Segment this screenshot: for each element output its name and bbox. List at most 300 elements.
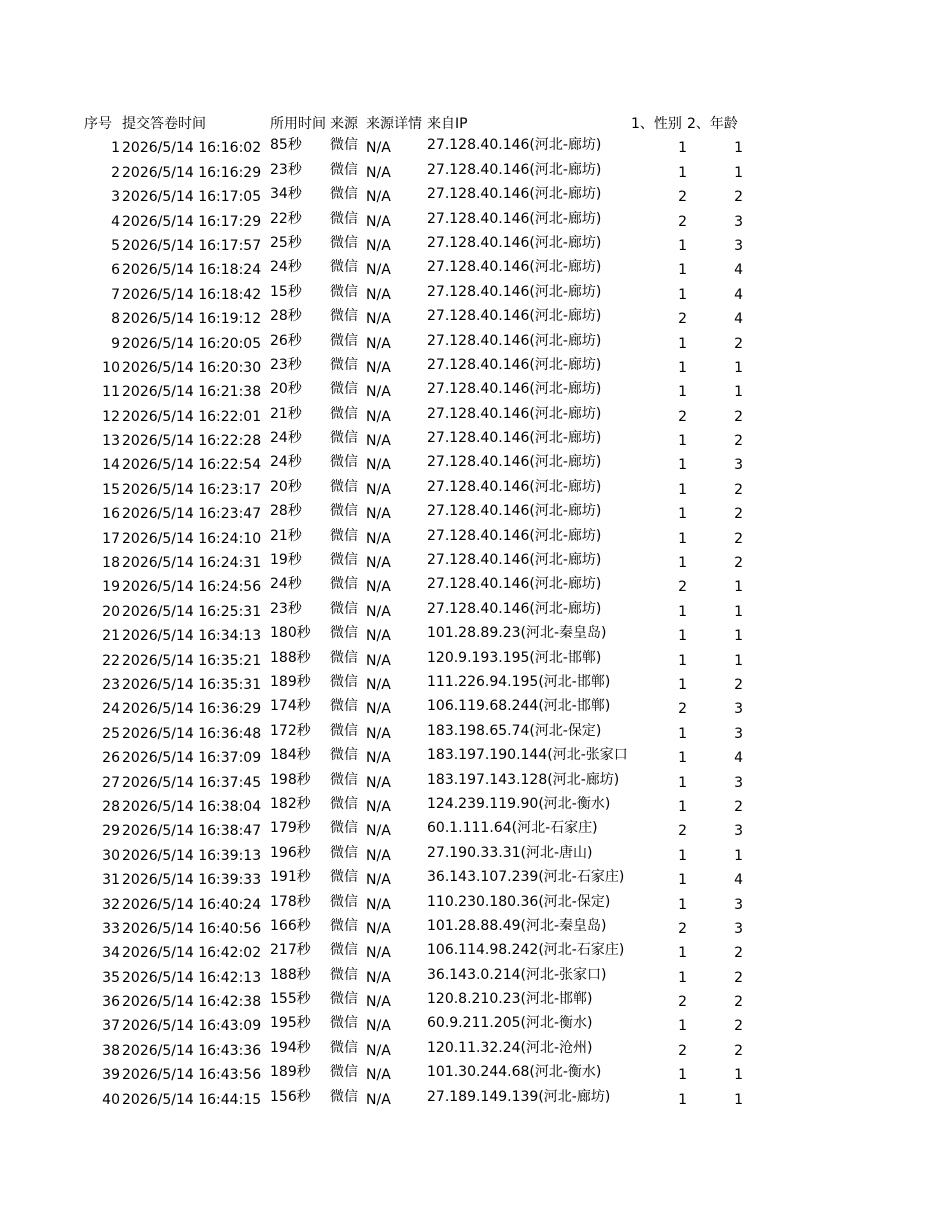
cell-submit-time: 2026/5/14 16:39:13	[122, 847, 262, 864]
cell-submit-time: 2026/5/14 16:43:36	[122, 1042, 262, 1059]
cell-q2-age: 1	[734, 164, 743, 181]
cell-source-detail: N/A	[366, 311, 391, 328]
cell-duration: 20秒	[270, 478, 302, 495]
cell-serial: 38	[102, 1042, 120, 1059]
cell-ip: 183.197.190.144(河北-张家口	[427, 747, 628, 764]
cell-duration: 195秒	[270, 1015, 311, 1032]
cell-ip: 27.128.40.146(河北-廊坊)	[427, 503, 602, 520]
cell-source: 微信	[330, 722, 358, 739]
survey-results-table	[0, 112, 950, 1112]
cell-q1-gender: 1	[678, 628, 687, 645]
cell-source-detail: N/A	[366, 335, 391, 352]
cell-serial: 35	[102, 969, 120, 986]
cell-source-detail: N/A	[366, 286, 391, 303]
header-cell-source-detail: 来源详情	[366, 116, 422, 132]
cell-q2-age: 1	[734, 1091, 743, 1108]
cell-q1-gender: 2	[678, 408, 687, 425]
cell-q2-age: 1	[734, 652, 743, 669]
cell-source-detail: N/A	[366, 457, 391, 474]
cell-source: 微信	[330, 893, 358, 910]
cell-source-detail: N/A	[366, 969, 391, 986]
cell-source: 微信	[330, 869, 358, 886]
header-cell-serial: 序号	[84, 116, 112, 132]
cell-ip: 106.119.68.244(河北-邯郸)	[427, 698, 611, 715]
cell-q1-gender: 1	[678, 140, 687, 157]
cell-q2-age: 2	[734, 481, 743, 498]
cell-serial: 39	[102, 1067, 120, 1084]
cell-submit-time: 2026/5/14 16:43:09	[122, 1018, 262, 1035]
cell-duration: 188秒	[270, 649, 311, 666]
cell-q2-age: 3	[734, 823, 743, 840]
cell-q2-age: 2	[734, 676, 743, 693]
cell-serial: 13	[102, 433, 120, 450]
cell-submit-time: 2026/5/14 16:17:29	[122, 213, 262, 230]
cell-q2-age: 4	[734, 872, 743, 889]
cell-duration: 196秒	[270, 844, 311, 861]
cell-source: 微信	[330, 600, 358, 617]
cell-submit-time: 2026/5/14 16:24:31	[122, 555, 262, 572]
cell-ip: 124.239.119.90(河北-衡水)	[427, 795, 611, 812]
cell-q1-gender: 2	[678, 994, 687, 1011]
cell-source-detail: N/A	[366, 847, 391, 864]
cell-duration: 19秒	[270, 552, 302, 569]
cell-serial: 12	[102, 408, 120, 425]
cell-q1-gender: 2	[678, 920, 687, 937]
cell-submit-time: 2026/5/14 16:20:30	[122, 359, 262, 376]
cell-source-detail: N/A	[366, 945, 391, 962]
cell-ip: 27.189.149.139(河北-廊坊)	[427, 1088, 611, 1105]
header-cell-ip: 来自IP	[427, 116, 468, 132]
cell-q2-age: 1	[734, 359, 743, 376]
cell-ip: 27.128.40.146(河北-廊坊)	[427, 210, 602, 227]
cell-serial: 36	[102, 994, 120, 1011]
cell-q2-age: 2	[734, 335, 743, 352]
cell-q1-gender: 1	[678, 774, 687, 791]
cell-q1-gender: 1	[678, 457, 687, 474]
cell-q2-age: 1	[734, 384, 743, 401]
cell-ip: 27.128.40.146(河北-廊坊)	[427, 454, 602, 471]
cell-serial: 10	[102, 359, 120, 376]
cell-submit-time: 2026/5/14 16:44:15	[122, 1091, 262, 1108]
cell-source: 微信	[330, 259, 358, 276]
cell-ip: 101.28.89.23(河北-秦皇岛)	[427, 625, 607, 642]
table-body	[0, 136, 950, 1112]
cell-duration: 24秒	[270, 259, 302, 276]
header-cell-source: 来源	[330, 116, 358, 132]
table-row	[0, 1088, 950, 1112]
cell-q2-age: 3	[734, 896, 743, 913]
cell-submit-time: 2026/5/14 16:24:10	[122, 530, 262, 547]
cell-source: 微信	[330, 747, 358, 764]
cell-q1-gender: 1	[678, 969, 687, 986]
cell-q1-gender: 1	[678, 798, 687, 815]
cell-ip: 27.128.40.146(河北-廊坊)	[427, 137, 602, 154]
cell-serial: 6	[111, 262, 120, 279]
cell-serial: 17	[102, 530, 120, 547]
header-cell-q2-age: 2、年龄	[687, 116, 738, 132]
cell-duration: 182秒	[270, 795, 311, 812]
cell-ip: 120.8.210.23(河北-邯郸)	[427, 991, 593, 1008]
cell-ip: 183.197.143.128(河北-廊坊)	[427, 771, 620, 788]
cell-source: 微信	[330, 210, 358, 227]
cell-source-detail: N/A	[366, 774, 391, 791]
cell-serial: 18	[102, 555, 120, 572]
cell-q2-age: 3	[734, 213, 743, 230]
cell-q2-age: 2	[734, 969, 743, 986]
cell-serial: 2	[111, 164, 120, 181]
cell-serial: 11	[102, 384, 120, 401]
cell-serial: 30	[102, 847, 120, 864]
cell-source-detail: N/A	[366, 603, 391, 620]
cell-ip: 27.128.40.146(河北-廊坊)	[427, 332, 602, 349]
cell-source-detail: N/A	[366, 725, 391, 742]
cell-q1-gender: 1	[678, 530, 687, 547]
cell-q2-age: 2	[734, 1018, 743, 1035]
cell-source-detail: N/A	[366, 872, 391, 889]
cell-q1-gender: 1	[678, 237, 687, 254]
cell-submit-time: 2026/5/14 16:23:17	[122, 481, 262, 498]
cell-source-detail: N/A	[366, 481, 391, 498]
cell-q2-age: 3	[734, 701, 743, 718]
cell-duration: 178秒	[270, 893, 311, 910]
cell-duration: 28秒	[270, 503, 302, 520]
cell-ip: 27.128.40.146(河北-廊坊)	[427, 478, 602, 495]
cell-source: 微信	[330, 503, 358, 520]
cell-source-detail: N/A	[366, 628, 391, 645]
cell-submit-time: 2026/5/14 16:40:24	[122, 896, 262, 913]
cell-ip: 27.128.40.146(河北-廊坊)	[427, 527, 602, 544]
cell-submit-time: 2026/5/14 16:38:04	[122, 798, 262, 815]
cell-duration: 198秒	[270, 771, 311, 788]
cell-ip: 111.226.94.195(河北-邯郸)	[427, 673, 611, 690]
cell-submit-time: 2026/5/14 16:42:13	[122, 969, 262, 986]
cell-duration: 189秒	[270, 673, 311, 690]
header-cell-duration: 所用时间	[270, 116, 326, 132]
cell-serial: 1	[111, 140, 120, 157]
cell-serial: 29	[102, 823, 120, 840]
cell-duration: 184秒	[270, 747, 311, 764]
cell-source: 微信	[330, 942, 358, 959]
cell-source: 微信	[330, 1064, 358, 1081]
cell-duration: 189秒	[270, 1064, 311, 1081]
cell-q2-age: 1	[734, 628, 743, 645]
cell-ip: 120.11.32.24(河北-沧州)	[427, 1039, 593, 1056]
cell-duration: 24秒	[270, 454, 302, 471]
cell-q2-age: 3	[734, 920, 743, 937]
cell-serial: 31	[102, 872, 120, 889]
cell-submit-time: 2026/5/14 16:40:56	[122, 920, 262, 937]
cell-source: 微信	[330, 698, 358, 715]
cell-source-detail: N/A	[366, 896, 391, 913]
cell-serial: 3	[111, 189, 120, 206]
cell-q1-gender: 2	[678, 1042, 687, 1059]
header-cell-q1-gender: 1、性别	[631, 116, 682, 132]
cell-submit-time: 2026/5/14 16:24:56	[122, 579, 262, 596]
cell-source-detail: N/A	[366, 701, 391, 718]
cell-submit-time: 2026/5/14 16:22:01	[122, 408, 262, 425]
cell-q1-gender: 1	[678, 555, 687, 572]
cell-source: 微信	[330, 966, 358, 983]
cell-serial: 9	[111, 335, 120, 352]
cell-source-detail: N/A	[366, 164, 391, 181]
cell-submit-time: 2026/5/14 16:16:02	[122, 140, 262, 157]
cell-source: 微信	[330, 991, 358, 1008]
cell-q2-age: 3	[734, 237, 743, 254]
cell-source-detail: N/A	[366, 579, 391, 596]
cell-serial: 32	[102, 896, 120, 913]
cell-serial: 25	[102, 725, 120, 742]
cell-duration: 172秒	[270, 722, 311, 739]
cell-serial: 20	[102, 603, 120, 620]
cell-source: 微信	[330, 795, 358, 812]
cell-ip: 27.128.40.146(河北-廊坊)	[427, 552, 602, 569]
cell-source-detail: N/A	[366, 359, 391, 376]
cell-duration: 23秒	[270, 356, 302, 373]
cell-source-detail: N/A	[366, 408, 391, 425]
cell-source-detail: N/A	[366, 750, 391, 767]
cell-ip: 183.198.65.74(河北-保定)	[427, 722, 602, 739]
cell-q2-age: 2	[734, 1042, 743, 1059]
cell-q2-age: 1	[734, 847, 743, 864]
cell-ip: 27.128.40.146(河北-廊坊)	[427, 259, 602, 276]
cell-q1-gender: 1	[678, 1091, 687, 1108]
cell-q2-age: 2	[734, 408, 743, 425]
cell-ip: 27.128.40.146(河北-廊坊)	[427, 405, 602, 422]
cell-submit-time: 2026/5/14 16:43:56	[122, 1067, 262, 1084]
cell-duration: 188秒	[270, 966, 311, 983]
cell-duration: 85秒	[270, 137, 302, 154]
cell-source: 微信	[330, 771, 358, 788]
cell-submit-time: 2026/5/14 16:35:21	[122, 652, 262, 669]
cell-submit-time: 2026/5/14 16:34:13	[122, 628, 262, 645]
cell-q2-age: 1	[734, 579, 743, 596]
cell-submit-time: 2026/5/14 16:17:57	[122, 237, 262, 254]
cell-submit-time: 2026/5/14 16:16:29	[122, 164, 262, 181]
cell-serial: 34	[102, 945, 120, 962]
cell-q2-age: 2	[734, 189, 743, 206]
cell-source: 微信	[330, 527, 358, 544]
cell-duration: 28秒	[270, 308, 302, 325]
cell-q2-age: 1	[734, 140, 743, 157]
cell-source: 微信	[330, 1088, 358, 1105]
cell-source: 微信	[330, 430, 358, 447]
cell-ip: 27.128.40.146(河北-廊坊)	[427, 283, 602, 300]
cell-ip: 27.128.40.146(河北-廊坊)	[427, 576, 602, 593]
cell-q2-age: 2	[734, 530, 743, 547]
cell-duration: 23秒	[270, 600, 302, 617]
cell-submit-time: 2026/5/14 16:35:31	[122, 676, 262, 693]
cell-serial: 24	[102, 701, 120, 718]
cell-q1-gender: 1	[678, 1018, 687, 1035]
cell-q1-gender: 1	[678, 603, 687, 620]
cell-source: 微信	[330, 576, 358, 593]
cell-q1-gender: 1	[678, 335, 687, 352]
cell-source-detail: N/A	[366, 237, 391, 254]
cell-source-detail: N/A	[366, 433, 391, 450]
cell-source: 微信	[330, 356, 358, 373]
cell-ip: 120.9.193.195(河北-邯郸)	[427, 649, 602, 666]
cell-submit-time: 2026/5/14 16:21:38	[122, 384, 262, 401]
cell-serial: 23	[102, 676, 120, 693]
cell-source: 微信	[330, 478, 358, 495]
cell-source-detail: N/A	[366, 1091, 391, 1108]
cell-source: 微信	[330, 234, 358, 251]
cell-q1-gender: 1	[678, 750, 687, 767]
cell-source-detail: N/A	[366, 140, 391, 157]
cell-ip: 101.28.88.49(河北-秦皇岛)	[427, 917, 607, 934]
cell-ip: 27.128.40.146(河北-廊坊)	[427, 161, 602, 178]
cell-ip: 60.1.111.64(河北-石家庄)	[427, 820, 598, 837]
cell-serial: 8	[111, 311, 120, 328]
cell-submit-time: 2026/5/14 16:38:47	[122, 823, 262, 840]
cell-serial: 27	[102, 774, 120, 791]
cell-serial: 37	[102, 1018, 120, 1035]
cell-serial: 7	[111, 286, 120, 303]
cell-duration: 20秒	[270, 381, 302, 398]
cell-source: 微信	[330, 1015, 358, 1032]
cell-ip: 101.30.244.68(河北-衡水)	[427, 1064, 602, 1081]
cell-source: 微信	[330, 649, 358, 666]
cell-duration: 15秒	[270, 283, 302, 300]
cell-source: 微信	[330, 1039, 358, 1056]
cell-ip: 27.190.33.31(河北-唐山)	[427, 844, 593, 861]
cell-serial: 21	[102, 628, 120, 645]
cell-serial: 4	[111, 213, 120, 230]
cell-ip: 27.128.40.146(河北-廊坊)	[427, 356, 602, 373]
cell-serial: 14	[102, 457, 120, 474]
cell-q2-age: 1	[734, 603, 743, 620]
cell-duration: 217秒	[270, 942, 311, 959]
cell-source-detail: N/A	[366, 652, 391, 669]
cell-q2-age: 2	[734, 555, 743, 572]
cell-duration: 166秒	[270, 917, 311, 934]
cell-q1-gender: 1	[678, 725, 687, 742]
cell-serial: 26	[102, 750, 120, 767]
cell-ip: 27.128.40.146(河北-廊坊)	[427, 308, 602, 325]
cell-duration: 25秒	[270, 234, 302, 251]
cell-ip: 27.128.40.146(河北-廊坊)	[427, 381, 602, 398]
cell-source: 微信	[330, 161, 358, 178]
cell-q1-gender: 1	[678, 481, 687, 498]
cell-ip: 106.114.98.242(河北-石家庄)	[427, 942, 625, 959]
cell-duration: 155秒	[270, 991, 311, 1008]
cell-serial: 28	[102, 798, 120, 815]
cell-source-detail: N/A	[366, 213, 391, 230]
cell-ip: 60.9.211.205(河北-衡水)	[427, 1015, 593, 1032]
cell-q1-gender: 1	[678, 1067, 687, 1084]
cell-duration: 179秒	[270, 820, 311, 837]
cell-serial: 16	[102, 506, 120, 523]
cell-duration: 22秒	[270, 210, 302, 227]
cell-q1-gender: 2	[678, 579, 687, 596]
cell-ip: 27.128.40.146(河北-廊坊)	[427, 600, 602, 617]
cell-submit-time: 2026/5/14 16:37:45	[122, 774, 262, 791]
cell-duration: 174秒	[270, 698, 311, 715]
cell-q1-gender: 1	[678, 359, 687, 376]
cell-source-detail: N/A	[366, 676, 391, 693]
cell-q1-gender: 2	[678, 189, 687, 206]
cell-submit-time: 2026/5/14 16:36:48	[122, 725, 262, 742]
cell-source-detail: N/A	[366, 1067, 391, 1084]
cell-submit-time: 2026/5/14 16:18:24	[122, 262, 262, 279]
cell-q1-gender: 1	[678, 652, 687, 669]
cell-q1-gender: 1	[678, 506, 687, 523]
cell-submit-time: 2026/5/14 16:18:42	[122, 286, 262, 303]
cell-submit-time: 2026/5/14 16:23:47	[122, 506, 262, 523]
cell-source-detail: N/A	[366, 530, 391, 547]
cell-submit-time: 2026/5/14 16:39:33	[122, 872, 262, 889]
cell-duration: 23秒	[270, 161, 302, 178]
cell-ip: 27.128.40.146(河北-廊坊)	[427, 186, 602, 203]
cell-source: 微信	[330, 820, 358, 837]
cell-submit-time: 2026/5/14 16:22:28	[122, 433, 262, 450]
cell-q1-gender: 1	[678, 872, 687, 889]
cell-source: 微信	[330, 283, 358, 300]
cell-submit-time: 2026/5/14 16:20:05	[122, 335, 262, 352]
cell-source: 微信	[330, 673, 358, 690]
cell-q2-age: 2	[734, 506, 743, 523]
cell-serial: 33	[102, 920, 120, 937]
cell-source: 微信	[330, 332, 358, 349]
cell-duration: 21秒	[270, 527, 302, 544]
cell-q1-gender: 1	[678, 847, 687, 864]
cell-source: 微信	[330, 454, 358, 471]
cell-source: 微信	[330, 137, 358, 154]
cell-duration: 180秒	[270, 625, 311, 642]
cell-source-detail: N/A	[366, 823, 391, 840]
cell-source: 微信	[330, 844, 358, 861]
cell-submit-time: 2026/5/14 16:22:54	[122, 457, 262, 474]
cell-q2-age: 4	[734, 311, 743, 328]
cell-duration: 194秒	[270, 1039, 311, 1056]
cell-source-detail: N/A	[366, 798, 391, 815]
cell-q1-gender: 1	[678, 433, 687, 450]
cell-q2-age: 2	[734, 994, 743, 1011]
cell-serial: 15	[102, 481, 120, 498]
cell-q2-age: 2	[734, 433, 743, 450]
cell-q2-age: 3	[734, 774, 743, 791]
cell-q2-age: 4	[734, 750, 743, 767]
cell-source-detail: N/A	[366, 384, 391, 401]
cell-duration: 156秒	[270, 1088, 311, 1105]
cell-q2-age: 2	[734, 945, 743, 962]
cell-ip: 27.128.40.146(河北-廊坊)	[427, 430, 602, 447]
cell-q2-age: 3	[734, 725, 743, 742]
cell-q2-age: 4	[734, 286, 743, 303]
cell-q1-gender: 2	[678, 823, 687, 840]
cell-q1-gender: 1	[678, 164, 687, 181]
cell-source-detail: N/A	[366, 506, 391, 523]
cell-q2-age: 1	[734, 1067, 743, 1084]
cell-q1-gender: 1	[678, 286, 687, 303]
cell-source-detail: N/A	[366, 1042, 391, 1059]
cell-submit-time: 2026/5/14 16:37:09	[122, 750, 262, 767]
cell-q1-gender: 2	[678, 701, 687, 718]
cell-source: 微信	[330, 405, 358, 422]
cell-source: 微信	[330, 186, 358, 203]
cell-q1-gender: 1	[678, 262, 687, 279]
cell-duration: 24秒	[270, 576, 302, 593]
cell-duration: 26秒	[270, 332, 302, 349]
cell-source: 微信	[330, 625, 358, 642]
cell-submit-time: 2026/5/14 16:42:38	[122, 994, 262, 1011]
cell-ip: 110.230.180.36(河北-保定)	[427, 893, 611, 910]
cell-serial: 19	[102, 579, 120, 596]
cell-submit-time: 2026/5/14 16:17:05	[122, 189, 262, 206]
cell-source-detail: N/A	[366, 555, 391, 572]
cell-source: 微信	[330, 917, 358, 934]
cell-ip: 36.143.107.239(河北-石家庄)	[427, 869, 625, 886]
